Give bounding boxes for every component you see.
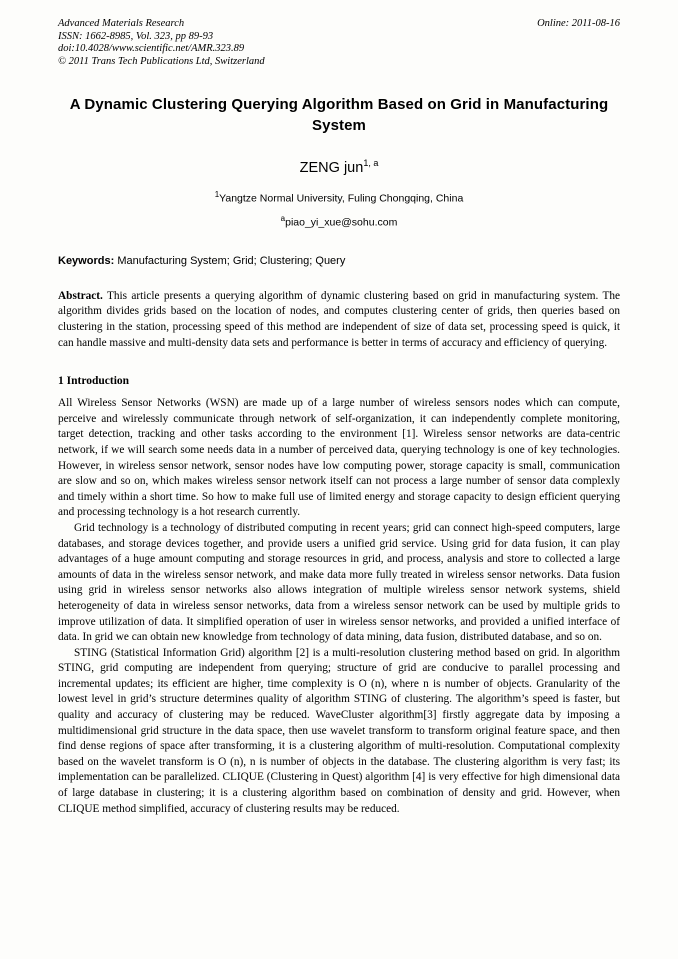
- email-superscript: a: [280, 214, 286, 224]
- email-line: [58, 214, 620, 229]
- issn-line: ISSN: 1662-8985, Vol. 323, pp 89-93: [58, 30, 214, 42]
- page-content: [58, 18, 620, 817]
- paragraph-2: Grid technology is a technology of distributed computing in recent years; grid can connect high-speed computers, large databases, and storage devices together, and provide users a unified grid service. Using grid for data fusion, it can play advantages of a huge amount computing and storage resources in grid, and process, analysis and store to collected a large amounts of data in the wireless sensor network, and make data more fully treated in wireless sensor networks. Data fusion using grid in wireless sensor networks also allows integration of multiple wireless sensor network systems, shield heterogeneity of data in wireless sensor networks, data from a wireless sensor network can be used by multiple grids to improve utilization of data. It simplified operation of user in wireless sensor networks, and provided a unified interface of data. In grid we can obtain new knowledge from technology of data mining, data fusion, distributed database, and so on.: [58, 521, 620, 644]
- copyright-line: © 2011 Trans Tech Publications Ltd, Switzerland: [58, 55, 265, 67]
- section-heading-introduction: 1 Introduction: [58, 375, 130, 388]
- affiliation-text: Yangtze Normal University, Fuling Chongqing, China: [219, 192, 464, 205]
- paragraph-3: STING (Statistical Information Grid) algorithm [2] is a multi-resolution clustering method based on grid. In algorithm STING, grid computing are independent from querying; structure of grid are conducive to parallel processing and incremental updates; its efficient are higher, time complexity is O (n), where n is number of objects. Granularity of the lowest level in grid’s structure determines quality of algorithm STING of clustering. The algorithm’s speed is faster, but quality and accuracy of clustering may be reduced. WaveCluster algorithm[3] firstly aggregate data by imposing a multidimensional grid structure in the data space, then use wavelet transform to transform original feature space, and then find dense regions of space after transforming, it is a clustering algorithm of multi-resolution. Computational complexity based on the wavelet transform is O (n), n is number of objects in the database. The clustering algorithm is very fast; its implementation can be parallelized. CLIQUE (Clustering in Quest) algorithm [4] is very effective for high dimensional data of large database in clustering; it is a clustering algorithm based on combination of density and grid. However, when CLIQUE method simplified, accuracy of clustering results may be reduced.: [58, 646, 620, 815]
- affiliation-line: [58, 190, 620, 205]
- author-line: [58, 158, 620, 176]
- email-text: piao_yi_xue@sohu.com: [285, 216, 398, 229]
- page-header: [58, 18, 620, 76]
- doi-line: doi:10.4028/www.scientific.net/AMR.323.89: [58, 43, 245, 55]
- keywords-line: [58, 255, 620, 267]
- keywords-text: Manufacturing System; Grid; Clustering; Query: [117, 254, 346, 267]
- header-left-block: [58, 18, 620, 68]
- online-date: Online: 2011-08-16: [537, 18, 620, 29]
- abstract-label: Abstract.: [58, 289, 103, 302]
- paragraph-1: All Wireless Sensor Networks (WSN) are made up of a large number of wireless sensors nodes which can compute, perceive and wirelessly communicate through network of self-organization, it can independently complete monitoring, target detection, tracking and other tasks according to the environment [1]. Wireless sensor networks are data-centric network, if we will search some needs data in a number of perceived data, querying technology is one of key technologies. However, in wireless sensor network, sensor nodes have low computing power, storage capacity is small, communication are slow and so on, which makes wireless sensor network itself can not process a large number of sensor data complexly and timely within a short time. So how to make full use of limited energy and storage capacity to design efficient querying and processing technology is a hot research currently.: [58, 397, 620, 519]
- page-title: A Dynamic Clustering Querying Algorithm Based on Grid in Manufacturing System: [69, 96, 609, 134]
- keywords-label: Keywords:: [58, 254, 115, 267]
- abstract-paragraph: [58, 289, 620, 351]
- author-name: ZENG jun: [299, 159, 364, 176]
- journal-name: Advanced Materials Research: [58, 18, 185, 29]
- abstract-text: This article presents a querying algorithm of dynamic clustering based on grid in manufacturing system. The algorithm divides grids based on the location of nodes, and computes clustering center of grids, then queries based on clustering in the station, processing speed of this method are independent of size of data set, processing speed is quick, it can handle massive and multi-density data sets and performance is better in terms of accuracy and efficiency of querying.: [58, 289, 621, 349]
- affiliation-superscript: 1: [214, 189, 220, 199]
- author-superscript: 1, a: [363, 158, 379, 168]
